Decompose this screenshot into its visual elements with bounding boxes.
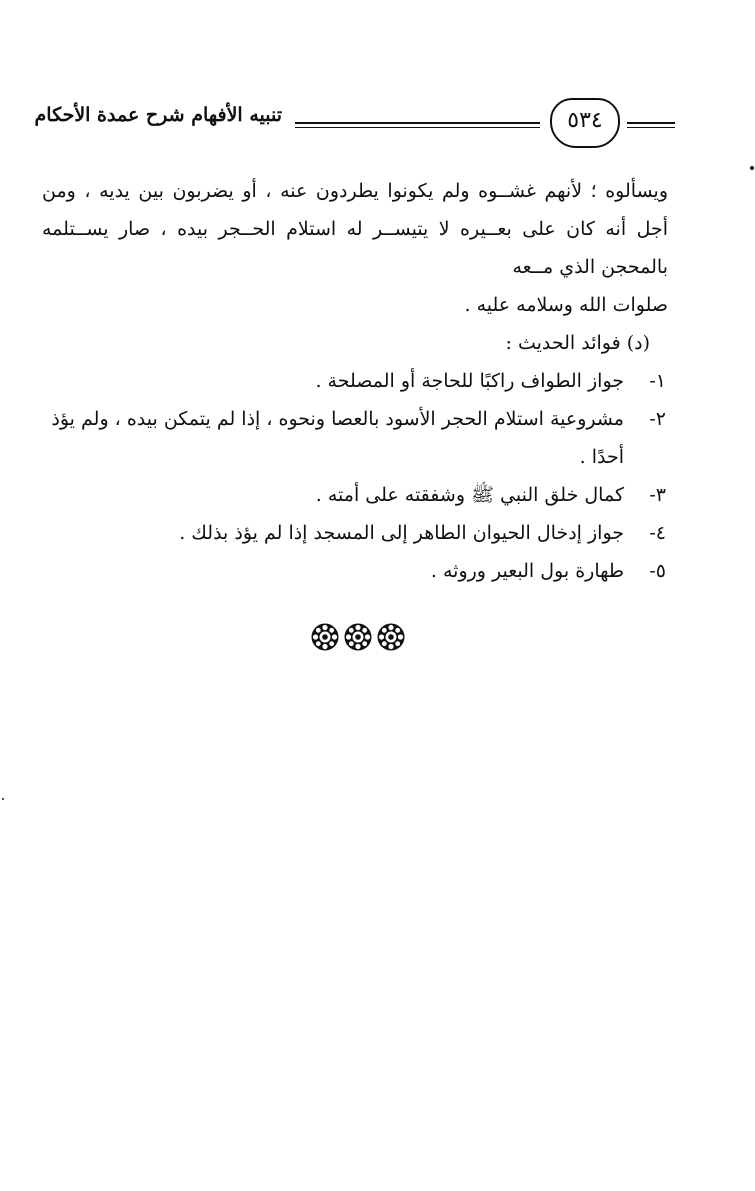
list-item [42,400,668,476]
header-rule-right [627,122,675,128]
paragraph [42,172,668,324]
section-heading: (د) فوائد الحديث : [505,332,650,354]
list-item [42,514,668,552]
list-item [42,552,668,590]
paragraph-line: كان على بعــيره لا يتيســر له استلام الحــجر بيده ، صار يســتلمه بالمحجن الذي مــعه [42,218,668,278]
end-ornament [310,612,406,662]
list-text: كمال خلق النبي ﷺ وشفقته على أمته . [315,484,624,506]
list-text: أحدًا . [579,446,624,468]
list-number: ٣- [649,484,666,506]
list-number: ٢- [649,408,666,430]
list-item [42,476,668,514]
list-text: طهارة بول البعير وروثه . [430,560,624,582]
list-text: جواز إدخال الحيوان الطاهر إلى المسجد إذا لم يؤذ بذلك . [179,522,624,544]
page-body [42,172,668,590]
flower-rosette-icon [376,622,406,652]
paragraph-line: ويسألوه ؛ لأنهم غشــوه ولم يكونوا يطردون عنه ، أو يضربون بين يديه ، ومن أجل أنه [42,180,668,240]
book-title: تنبيه الأفهام شرح عمدة الأحكام [34,104,282,126]
flower-rosette-icon [343,622,373,652]
list-text: مشروعية استلام الحجر الأسود بالعصا ونحوه ، إذا لم يتمكن بيده ، ولم يؤذ [51,408,624,430]
page-number-frame [550,98,620,148]
list-number: ١- [649,370,666,392]
list-number: ٤- [649,522,666,544]
paragraph-line: صلوات الله وسلامه عليه . [464,294,668,316]
page-header [30,84,680,150]
header-rule-left [295,122,540,128]
page-number: ٥٣٤ [567,108,603,133]
margin-dot [750,166,754,170]
flower-rosette-icon [310,622,340,652]
margin-dot [2,798,4,800]
list-text: جواز الطواف راكبًا للحاجة أو المصلحة . [315,370,624,392]
list-item [42,362,668,400]
list-number: ٥- [649,560,666,582]
benefits-list [42,362,668,590]
